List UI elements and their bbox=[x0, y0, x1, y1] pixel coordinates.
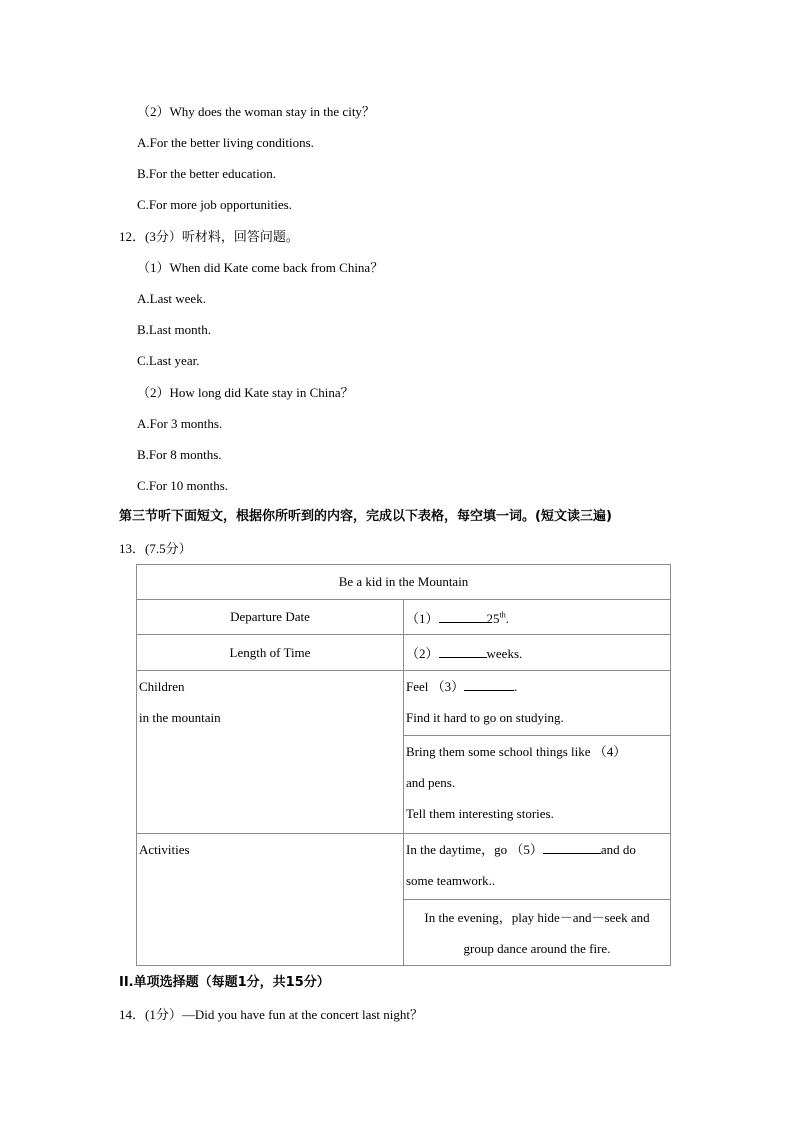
section-3-heading: 第三节听下面短文，根据你所听到的内容，完成以下表格，每空填一词。(短文读三遍) bbox=[119, 509, 612, 524]
feel-line bbox=[406, 671, 668, 702]
length-of-time-cell bbox=[404, 635, 671, 671]
ordinal-suffix: th bbox=[499, 610, 506, 620]
option-c: C.For 10 months. bbox=[137, 478, 229, 493]
activities-label-cell bbox=[137, 834, 404, 966]
option-a: A.For 3 months. bbox=[137, 416, 223, 431]
evening-line-1: In the evening，play hide－and－seek and bbox=[424, 909, 650, 925]
question-13-header: 13．(7.5分） bbox=[119, 541, 192, 556]
activities-label: Activities bbox=[139, 842, 190, 857]
option-c: C.Last year. bbox=[137, 353, 200, 368]
children-label-line-2: in the mountain bbox=[139, 710, 221, 725]
blank-3[interactable] bbox=[464, 677, 514, 691]
children-label-cell bbox=[137, 671, 404, 834]
blank-2-number: （2） bbox=[406, 646, 439, 661]
option-b: B.For 8 months. bbox=[137, 447, 222, 462]
bring-cell bbox=[404, 736, 671, 834]
departure-day: 25 bbox=[486, 610, 500, 626]
departure-end: . bbox=[505, 610, 509, 626]
evening-cell bbox=[404, 900, 671, 966]
option-a: A.Last week. bbox=[137, 291, 206, 306]
blank-2[interactable] bbox=[439, 644, 487, 658]
departure-date-label: Departure Date bbox=[137, 600, 404, 635]
fill-in-table bbox=[136, 564, 671, 966]
departure-date-cell bbox=[404, 600, 671, 635]
daytime-prefix: In the daytime，go （5） bbox=[406, 842, 543, 857]
evening-line-2: group dance around the fire. bbox=[463, 940, 611, 956]
option-a: A.For the better living conditions. bbox=[137, 135, 314, 150]
question-12-sub-2: （2）How long did Kate stay in China？ bbox=[137, 385, 354, 400]
blank-1[interactable] bbox=[439, 609, 487, 623]
section-2-heading: II.单项选择题（每题1分，共15分） bbox=[119, 975, 330, 990]
daytime-cell bbox=[404, 834, 671, 900]
daytime-suffix: and do bbox=[600, 842, 636, 857]
daytime-line bbox=[406, 834, 668, 865]
feel-cell bbox=[404, 671, 671, 736]
daytime-line-2: some teamwork.. bbox=[406, 873, 496, 888]
question-14-header: 14．(1分）—Did you have fun at the concert last night？ bbox=[119, 1007, 423, 1022]
blank-1-number: （1） bbox=[406, 610, 439, 626]
feel-line-2: Find it hard to go on studying. bbox=[406, 710, 564, 725]
length-unit: weeks. bbox=[486, 646, 523, 661]
table-title: Be a kid in the Mountain bbox=[137, 565, 671, 600]
option-b: B.For the better education. bbox=[137, 166, 276, 181]
option-b: B.Last month. bbox=[137, 322, 212, 337]
bring-line-3: Tell them interesting stories. bbox=[406, 806, 554, 821]
blank-5[interactable] bbox=[543, 840, 601, 854]
feel-prefix: Feel （3） bbox=[406, 679, 465, 694]
feel-end: . bbox=[514, 679, 518, 694]
bring-line-2: and pens. bbox=[406, 775, 456, 790]
bring-line-1: Bring them some school things like （4） bbox=[406, 744, 627, 759]
length-of-time-label: Length of Time bbox=[137, 635, 404, 671]
question-12-sub-1: （1）When did Kate come back from China？ bbox=[137, 260, 384, 275]
question-11-sub-2: （2）Why does the woman stay in the city？ bbox=[137, 104, 375, 119]
option-c: C.For more job opportunities. bbox=[137, 197, 292, 212]
children-label-line-1: Children bbox=[139, 679, 185, 694]
question-12-header: 12．(3分）听材料，回答问题。 bbox=[119, 229, 299, 244]
